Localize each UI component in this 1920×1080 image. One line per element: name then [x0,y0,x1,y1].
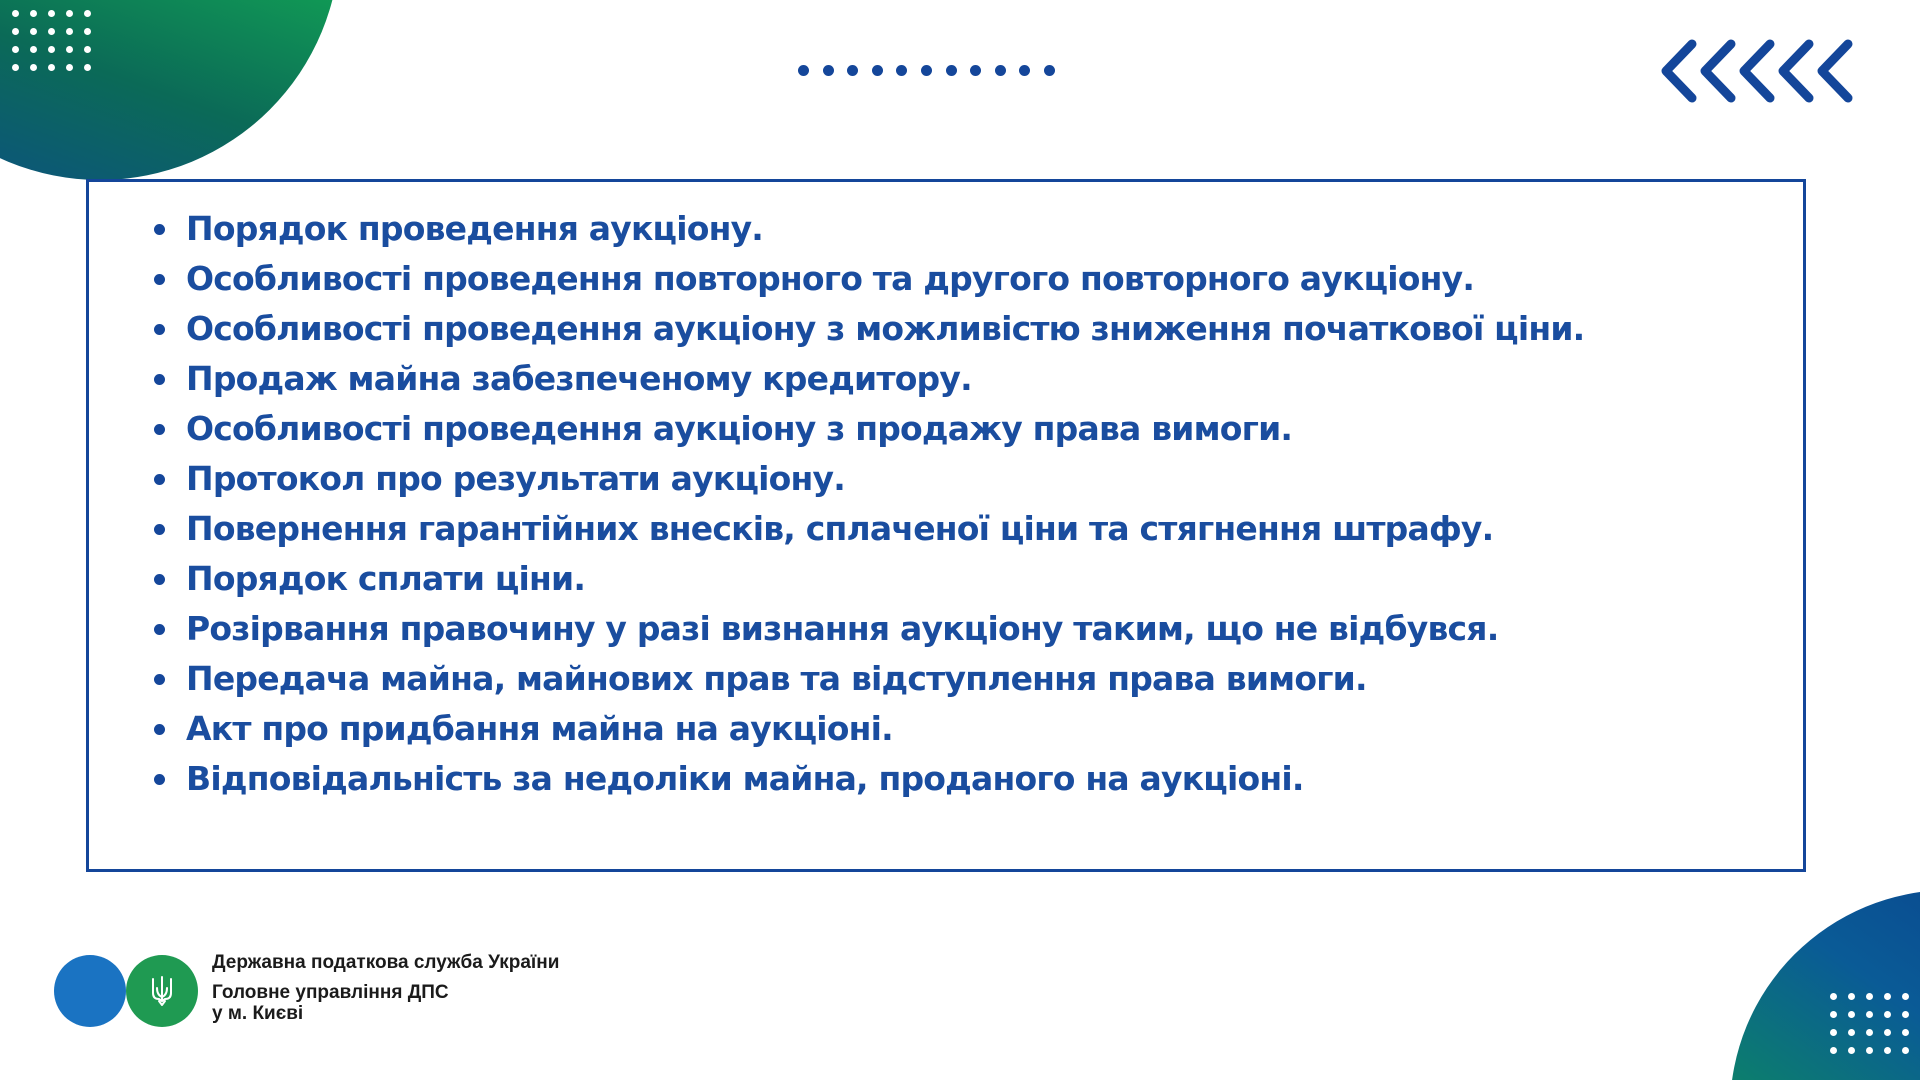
list-item [89,554,1809,604]
topic-text: Особливості проведення повторного та другого повторного аукціону. [186,259,1475,298]
bullet-icon [154,374,165,385]
list-item [89,354,1809,404]
list-item [89,454,1809,504]
topic-text: Акт про придбання майна на аукціоні. [186,709,893,748]
list-item [89,754,1809,804]
logo-circle-green [126,955,198,1027]
dot-divider [798,65,1055,76]
topic-text: Особливості проведення аукціону з продажу права вимоги. [186,409,1293,448]
topic-text: Порядок проведення аукціону. [186,209,764,248]
list-item [89,254,1809,304]
bullet-icon [154,674,165,685]
topics-box [86,179,1806,872]
org-logo [54,954,200,1026]
bullet-icon [154,524,165,535]
bullet-icon [154,274,165,285]
topic-text: Особливості проведення аукціону з можливістю зниження початкової ціни. [186,309,1585,348]
topic-text: Розірвання правочину у разі визнання аукціону таким, що не відбувся. [186,609,1499,648]
department-name: Головне управління ДПС [212,982,449,1003]
bullet-icon [154,224,165,235]
list-item [89,654,1809,704]
chevron-left-icon [1654,38,1854,104]
list-item [89,504,1809,554]
topic-text: Порядок сплати ціни. [186,559,586,598]
topic-text: Продаж майна забезпеченому кредитору. [186,359,972,398]
org-name: Державна податкова служба України [212,952,560,973]
dot-grid-bottom-right [1830,993,1909,1054]
bullet-icon [154,724,165,735]
bullet-icon [154,574,165,585]
bullet-icon [154,424,165,435]
trident-icon [151,975,173,1007]
list-item [89,304,1809,354]
topic-text: Повернення гарантійних внесків, сплаченої ціни та стягнення штрафу. [186,509,1494,548]
list-item [89,604,1809,654]
topic-text: Передача майна, майнових прав та відступлення права вимоги. [186,659,1367,698]
list-item [89,204,1809,254]
topic-list [89,204,1809,804]
bullet-icon [154,324,165,335]
bullet-icon [154,474,165,485]
org-info [212,952,559,1024]
bullet-icon [154,624,165,635]
list-item [89,704,1809,754]
topic-text: Відповідальність за недоліки майна, проданого на аукціоні. [186,759,1304,798]
bullet-icon [154,774,165,785]
dot-grid-top-left [12,10,91,71]
logo-circle-blue [54,955,126,1027]
list-item [89,404,1809,454]
department-city: у м. Києві [212,1003,304,1024]
topic-text: Протокол про результати аукціону. [186,459,845,498]
